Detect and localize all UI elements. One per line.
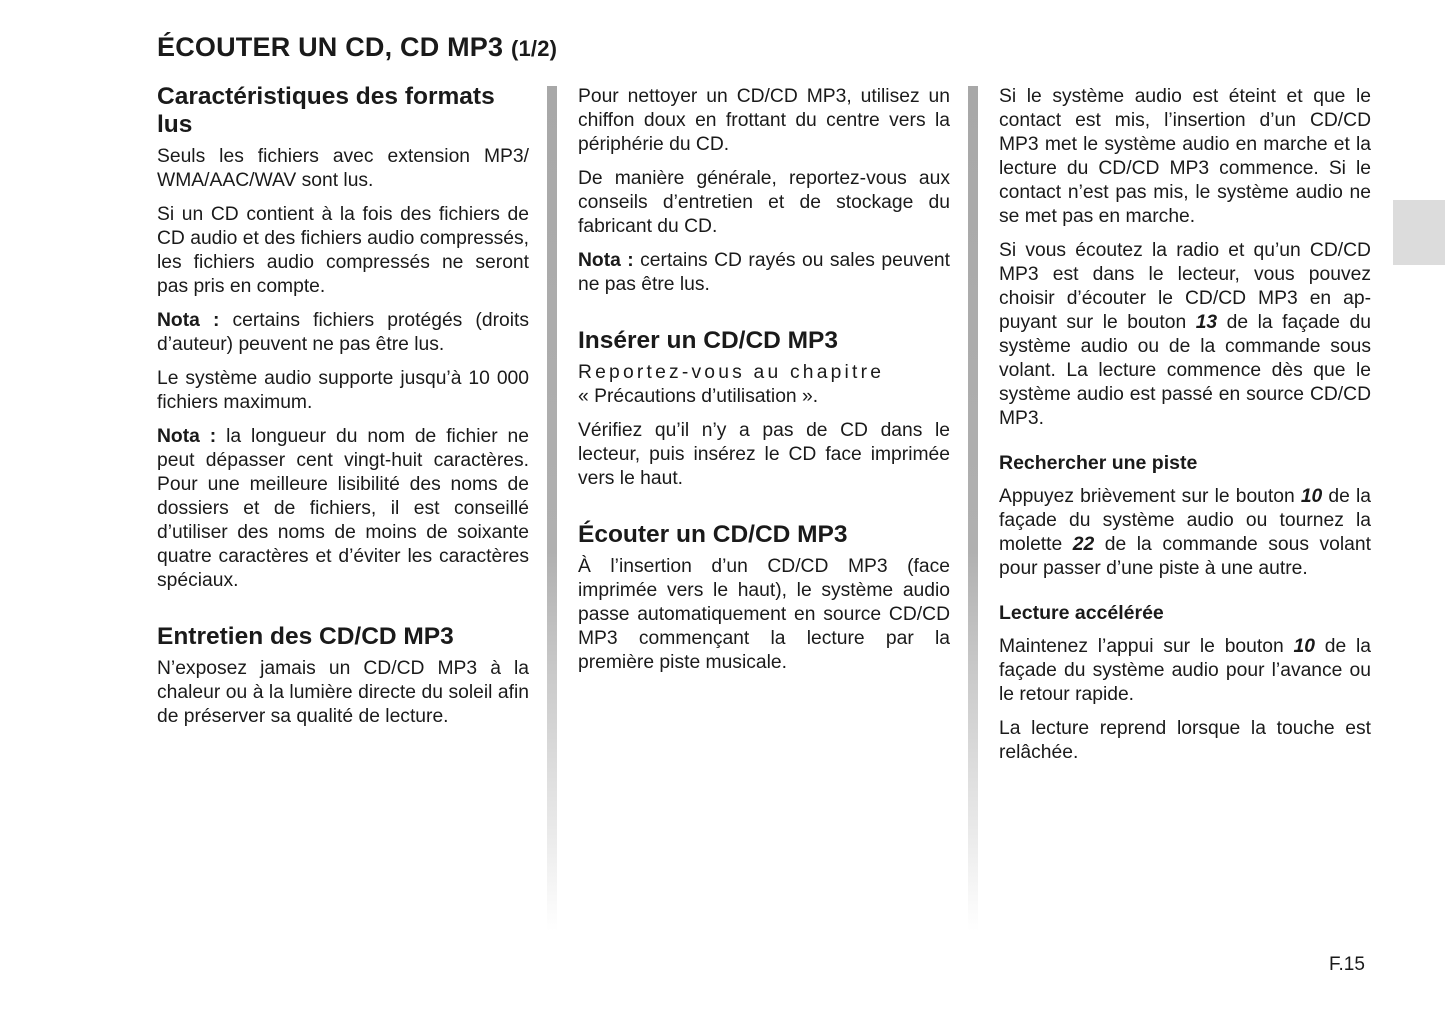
text-fragment: de la façade du système audio ou tournez la molette: [999, 486, 1371, 555]
page-title: [157, 32, 557, 63]
heading-inserer: Insérer un CD/CD MP3: [578, 327, 839, 354]
button-ref-13: 13: [1195, 312, 1218, 333]
text-fragment: Si vous écoutez la radio et qu’un CD/CD MP3 est dans le lecteur, vous pouvez choisir d’écouter le CD/CD MP3 en appuyant sur le bouton: [999, 240, 1371, 333]
heading-formats: Caractéristiques des formats lus: [157, 83, 495, 138]
button-ref-10: 10: [1300, 486, 1323, 507]
text-fragment: de la façade du système audio ou de la commande sous volant. La lecture commence dès que le système audio est passé en source CD/CD MP3.: [999, 312, 1371, 429]
text-fragment: de la commande sous volant pour passer d’une piste à une autre.: [999, 534, 1371, 579]
text-fragment: Appuyez brièvement sur le bouton: [999, 486, 1301, 507]
column-divider-left: [547, 86, 557, 931]
note-label: Nota :: [578, 250, 634, 271]
page-title-suffix: (1/2): [510, 36, 558, 61]
paragraph-insert-cd: Vérifiez qu’il n’y a pas de CD dans le lecteur, puis insérez le CD face imprimée vers le haut.: [578, 420, 950, 489]
text-fragment: Maintenez l’appui sur le bouton: [999, 636, 1294, 657]
paragraph-max-files: Le système audio supporte jusqu’à 10 000 fichiers maximum.: [157, 368, 529, 413]
paragraph-heat-warning: N’exposez jamais un CD/CD MP3 à la chaleur ou à la lumière directe du soleil afin de préserver sa qualité de lecture.: [157, 658, 529, 727]
heading-rechercher: Rechercher une piste: [999, 452, 1198, 474]
paragraph-precautions-ref: [578, 361, 950, 409]
paragraph-auto-source: À l’insertion d’un CD/CD MP3 (face imprimée vers le haut), le système audio passe automatiquement en source CD/CD MP3 commençant la lecture par la première piste musicale.: [578, 556, 950, 673]
paragraph-extensions: Seuls les fichiers avec extension MP3/ WMA/AAC/WAV sont lus.: [157, 146, 529, 191]
column-middle: [578, 83, 950, 685]
note-text: certains fichiers protégés (droits d’auteur) peuvent ne pas être lus.: [157, 310, 529, 355]
note-label: Nota :: [157, 426, 217, 447]
heading-ecouter: Écouter un CD/CD MP3: [578, 521, 848, 548]
page-number: F.15: [1329, 954, 1365, 975]
paragraph-cleaning: Pour nettoyer un CD/CD MP3, utilisez un chiffon doux en frottant du centre vers la périphérie du CD.: [578, 86, 950, 155]
paragraph-fast-forward: [999, 635, 1371, 707]
note-text: certains CD rayés ou sales peuvent ne pas être lus.: [578, 250, 950, 295]
text-fragment: de la façade du système audio pour l’avance ou le retour rapide.: [999, 636, 1371, 705]
paragraph-mixed-cd: Si un CD contient à la fois des fichiers de CD audio et des fichiers audio compressés, les fichiers audio compressés ne seront pas pris en compte.: [157, 204, 529, 297]
heading-entretien: Entretien des CD/CD MP3: [157, 623, 454, 650]
paragraph-ignition: Si le système audio est éteint et que le contact est mis, l’insertion d’un CD/CD MP3 met le système audio en marche et la lecture du CD/CD MP3 commence. Si le contact n’est pas mis, le système audio ne se met pas en marche.: [999, 86, 1371, 227]
paragraph-switch-source: [999, 239, 1371, 431]
button-ref-10: 10: [1293, 636, 1315, 657]
column-left: [157, 83, 529, 739]
note-protected-files: [157, 309, 529, 357]
note-filename-length: [157, 425, 529, 593]
precautions-ref-line2: « Précautions d’utilisation ».: [578, 386, 819, 407]
precautions-ref-line1: Reportez-vous au chapitre: [578, 362, 885, 383]
page-title-text: ÉCOUTER UN CD, CD MP3: [157, 32, 504, 62]
paragraph-track-search: [999, 485, 1371, 581]
note-scratched-cd: [578, 249, 950, 297]
column-right: [999, 83, 1371, 775]
note-label: Nota :: [157, 310, 220, 331]
note-text: la longueur du nom de fichier ne peut dépasser cent vingt-huit caractères. Pour une meilleure lisibilité des noms de dossiers et de fichiers, il est conseillé d’utiliser des noms de moins de soixante quatre caractères et d’éviter les caractères spéciaux.: [157, 426, 529, 591]
paragraph-manufacturer-advice: De manière générale, reportez-vous aux conseils d’entretien et de stockage du fabricant du CD.: [578, 168, 950, 237]
paragraph-resume: La lecture reprend lorsque la touche est relâchée.: [999, 718, 1371, 763]
button-ref-22: 22: [1072, 534, 1095, 555]
column-divider-right: [968, 86, 978, 931]
heading-lecture-acceleree: Lecture accélérée: [999, 602, 1164, 624]
chapter-side-tab: [1393, 200, 1445, 265]
